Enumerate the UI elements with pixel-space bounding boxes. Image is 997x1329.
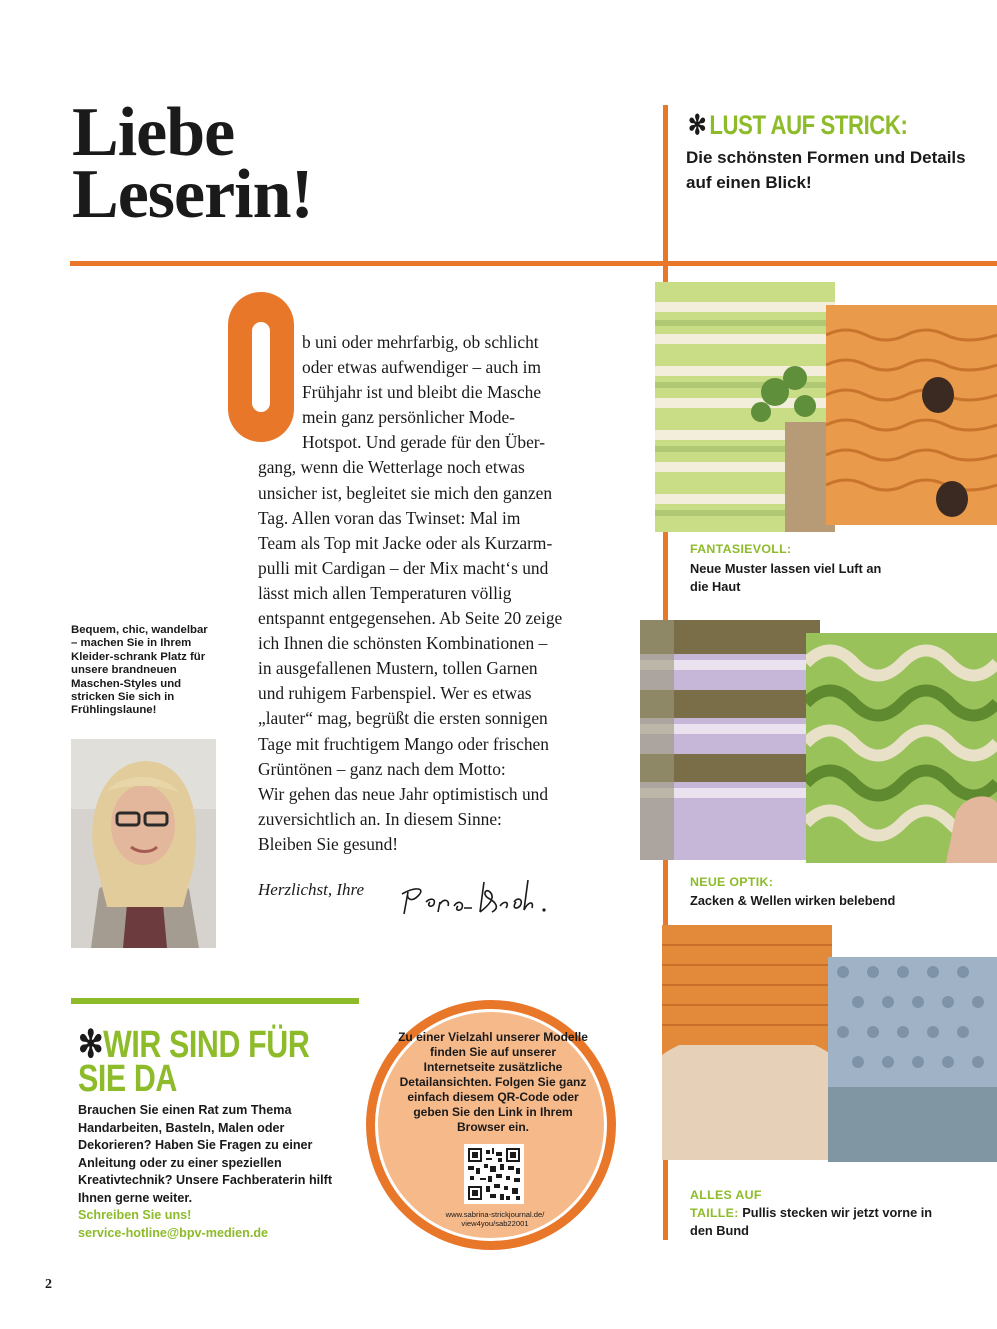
badge-url[interactable] — [420, 1210, 570, 1228]
lust-subheading: Die schönsten Formen und Details auf einen Blick! — [686, 148, 966, 192]
knit-photo-green-stripes — [655, 282, 835, 532]
letter-body — [258, 330, 618, 857]
handwritten-signature — [396, 872, 556, 922]
letter-line: Hotspot. Und gerade für den Über- — [302, 432, 546, 453]
letter-line: Bleiben Sie gesund! — [258, 833, 399, 854]
letter-line: entspannt entgegensehen. Ab Seite 20 zeige — [258, 608, 563, 629]
letter-line: Team als Top mit Jacke oder als Kurzarm- — [258, 532, 553, 553]
letter-line: Wir gehen das neue Jahr optimistisch und — [258, 783, 549, 804]
badge-url-line2: view4you/sab22001 — [461, 1219, 529, 1228]
portrait-caption: Bequem, chic, wandelbar – machen Sie in Ihrem Kleider-schrank Platz für unsere brandneuen Maschen-Styles und stricken Sie sich in Frühlingslaune! — [71, 624, 208, 717]
page-title: Liebe Leserin! — [72, 94, 313, 233]
lust-auf-strick-heading — [688, 110, 907, 141]
flower-icon: ✻ — [78, 1024, 104, 1066]
service-heading-line1: WIR SIND FÜR — [103, 1024, 310, 1066]
letter-line: und ruhigem Farbenspiel. Wer es etwas — [258, 683, 532, 704]
letter-line: Grüntönen – ganz nach dem Motto: — [258, 758, 506, 779]
letter-line: mein ganz persönlicher Mode- — [302, 407, 515, 428]
letter-closing: Herzlichst, Ihre — [258, 880, 365, 899]
badge-text: Zu einer Vielzahl unserer Modelle finden Sie auf unserer Internetseite zusätzliche Detailansichten. Folgen Sie ganz einfach diesem QR-Code oder geben Sie den Link in Ihrem Browser ein. — [398, 1030, 588, 1134]
caption-2-text: Zacken & Wellen wirken belebend — [690, 893, 896, 908]
service-heading-line2: SIE DA — [78, 1058, 177, 1100]
letter-line: gang, wenn die Wetterlage noch etwas — [258, 457, 525, 478]
letter-line: „lauter“ mag, begrüßt die ersten sonnigen — [258, 708, 548, 729]
orange-horizontal-rule — [70, 261, 997, 266]
knit-photo-orange-cardigan — [826, 305, 997, 525]
caption-1-label: FANTASIEVOLL: — [690, 542, 792, 556]
service-cta: Schreiben Sie uns! — [78, 1208, 192, 1222]
letter-line: in ausgefallenen Mustern, tollen Garnen — [258, 658, 538, 679]
knit-photo-orange-top — [662, 925, 832, 1160]
letter-line: Frühjahr ist und bleibt die Masche — [302, 382, 542, 403]
caption-3-text: Pullis stecken wir jetzt vorne in den Bund — [690, 1205, 933, 1238]
letter-line: lässt mich allen Temperaturen völlig — [258, 582, 512, 603]
letter-line: b uni oder mehrfarbig, ob schlicht — [302, 332, 539, 352]
service-body — [78, 1102, 358, 1242]
qr-code-icon[interactable] — [464, 1144, 524, 1204]
letter-line: zuversichtlich an. In diesem Sinne: — [258, 808, 502, 829]
caption-2-label: NEUE OPTIK: — [690, 875, 774, 889]
lust-heading-text: LUST AUF STRICK: — [709, 110, 908, 140]
service-heading — [78, 1024, 310, 1100]
knit-photo-blue-mesh — [828, 957, 997, 1162]
page-number: 2 — [45, 1277, 52, 1292]
letter-line: oder etwas aufwendiger – auch im — [302, 357, 542, 378]
knit-photo-green-waves — [806, 633, 997, 863]
service-email-link[interactable]: service-hotline@bpv-medien.de — [78, 1225, 269, 1240]
caption-3 — [690, 1186, 955, 1240]
green-rule — [71, 998, 359, 1004]
letter-line: unsicher ist, begleitet sie mich den ganzen — [258, 482, 553, 503]
service-text: Brauchen Sie einen Rat zum Thema Handarbeiten, Basteln, Malen oder Dekorieren? Haben Sie Fragen zu einer Anleitung oder zu einer speziellen Kreativtechnik? Unsere Fachberaterin hilft Ihnen gerne weiter. — [78, 1103, 333, 1205]
caption-1-text: Neue Muster lassen viel Luft an die Haut — [690, 561, 882, 594]
caption-3-label2: TAILLE: — [690, 1206, 739, 1220]
badge-url-line1: www.sabrina-strickjournal.de/ — [445, 1210, 545, 1219]
letter-line: Tag. Allen voran das Twinset: Mal im — [258, 507, 521, 528]
caption-3-label: ALLES AUF — [690, 1188, 762, 1202]
flower-icon: ✻ — [688, 110, 707, 140]
knit-photo-lilac-stripes — [640, 620, 820, 860]
editor-portrait-photo — [71, 739, 216, 948]
letter-line: Tage mit fruchtigem Mango oder frischen — [258, 733, 549, 754]
letter-line: pulli mit Cardigan – der Mix macht‘s und — [258, 557, 549, 578]
letter-line: ich Ihnen die schönsten Kombinationen – — [258, 633, 548, 654]
